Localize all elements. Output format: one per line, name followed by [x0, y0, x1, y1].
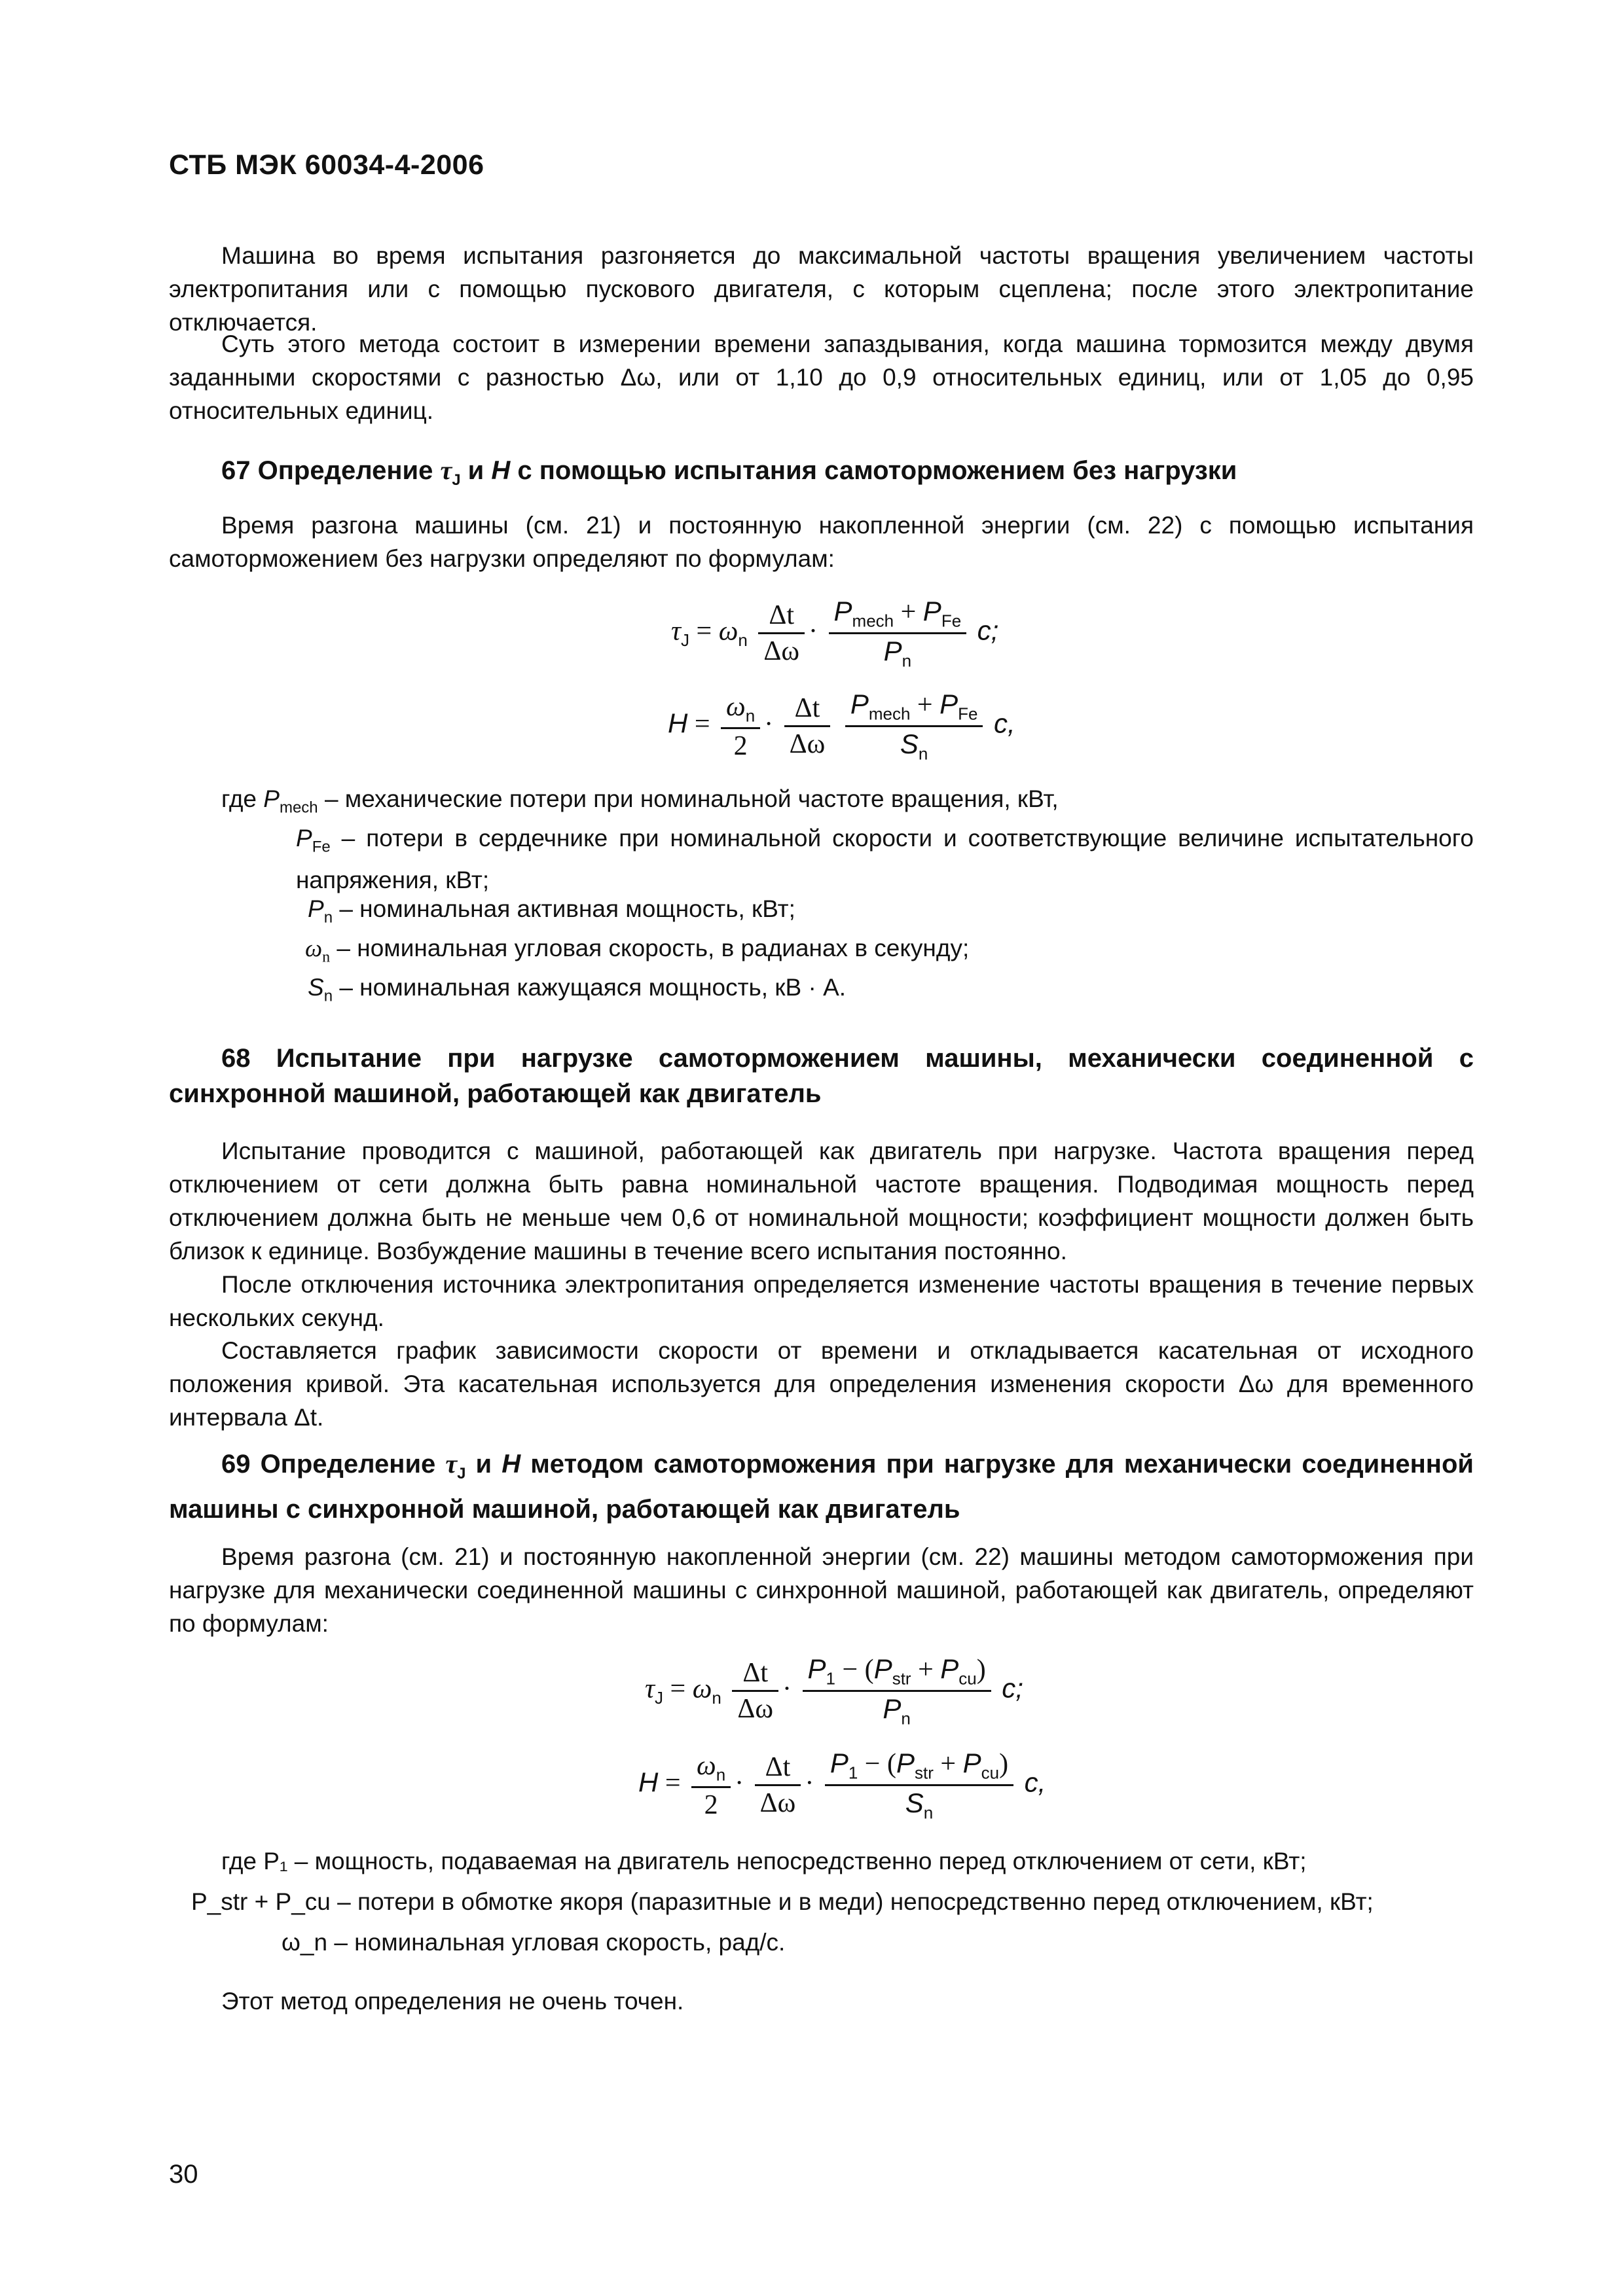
definition-p-fe: $P_{Fe}$ – потери в сердечнике при номинальной скорости и соответствующие величине испытательного напряжения, кВт;	[296, 825, 1474, 894]
definition-p-str-cu: P_str + P_cu – потери в обмотке якоря (паразитные и в меди) непосредственно перед отключением, кВт;	[191, 1888, 1374, 1915]
definition-p-mech: где $P_{mech}$ – механические потери при номинальной частоте вращения, кВт,	[221, 785, 1059, 817]
section-69-title	[169, 1446, 1474, 1527]
section-67-text: Время разгона машины (см. 21) и постоянную накопленной энергии (см. 22) с помощью испытания самоторможением без нагрузки определяют по формулам:	[169, 512, 1474, 572]
section-67-title-b: и	[460, 456, 492, 485]
formula-h-69: H = $\frac{\omega_n}{2}$ · $\frac{\Delta t}{\Delta\omega}$ · $\frac{P_1 - (P_{str} + P_{cu})}{S_n}$ c,	[638, 1748, 1046, 1823]
definition-s-n: $S_n$ – номинальная кажущаяся мощность, кВ · А.	[308, 974, 847, 1005]
definition-p1: где P₁ – мощность, подаваемая на двигатель непосредственно перед отключением от сети, кВт;	[221, 1848, 1307, 1874]
section-69-note: Этот метод определения не очень точен.	[221, 1988, 684, 2015]
section-68-paragraph-3: Составляется график зависимости скорости от времени и откладывается касательная от исходного положения кривой. Эта касательная используется для определения изменения скорости Δω для временного интервала Δt.	[169, 1337, 1474, 1431]
section-69-text: Время разгона (см. 21) и постоянную накопленной энергии (см. 22) машины методом самоторможения при нагрузке для механически соединенной машины с синхронной машиной, работающей как двигатель, определяют по формулам:	[169, 1543, 1474, 1637]
section-68-paragraph-2: После отключения источника электропитания определяется изменение частоты вращения в течение первых нескольких секунд.	[169, 1271, 1474, 1331]
section-67-title	[169, 453, 1474, 498]
section-68-paragraph-1: Испытание проводится с машиной, работающей как двигатель при нагрузке. Частота вращения перед отключением от сети должна быть равна номинальной частоте вращения. Подводимая мощность перед отключением должна быть не меньше чем 0,6 от номинальной мощности; коэффициент мощности должен быть близок к единице. Возбуждение машины в течение всего испытания постоянно.	[169, 1138, 1474, 1265]
intro-paragraph-2: Суть этого метода состоит в измерении времени запаздывания, когда машина тормозится между двумя заданными скоростями с разностью Δω, или от 1,10 до 0,9 относительных единиц, или от 1,05 до 0,95 относительных единиц.	[169, 331, 1474, 424]
tau-subscript: J	[457, 1465, 466, 1482]
h-symbol: H	[501, 1450, 521, 1479]
section-67-title-c: с помощью испытания самоторможением без нагрузки	[510, 456, 1237, 485]
tau-subscript: J	[452, 471, 461, 489]
formula-h-67: H = $\frac{\omega_n}{2}$ · $\frac{\Delta t}{\Delta\omega}$ $\frac{P_{mech} + P_{Fe}}{S_n}$ c,	[668, 689, 1015, 764]
document-header: СТБ МЭК 60034-4-2006	[169, 149, 484, 181]
section-69-title-b: и	[465, 1450, 502, 1479]
h-symbol: H	[491, 456, 511, 485]
definition-omega-n: $\omega_n$ – номинальная угловая скорость, в радианах в секунду;	[305, 935, 970, 966]
section-67-title-a: 67 Определение	[221, 456, 441, 485]
section-68-title: 68 Испытание при нагрузке самоторможением машины, механически соединенной с синхронной машиной, работающей как двигатель	[169, 1044, 1474, 1108]
section-69-title-a: 69 Определение	[221, 1450, 446, 1479]
page-number: 30	[169, 2160, 198, 2189]
formula-tau-67: $\tau_J = \omega_n$ $\frac{\Delta t}{\Delta\omega}$ · $\frac{P_{mech} + P_{Fe}}{P_n}$ c;	[671, 596, 999, 671]
section-69-title-c: методом самоторможения при нагрузке для механически соединенной машины с синхронной машиной, работающей как двигатель	[169, 1450, 1474, 1524]
intro-paragraph-1: Машина во время испытания разгоняется до максимальной частоты вращения увеличением частоты электропитания или с помощью пускового двигателя, с которым сцеплена; после этого электропитание отключается.	[169, 242, 1474, 336]
definition-p-n: $P_n$ – номинальная активная мощность, кВт;	[308, 895, 795, 927]
tau-symbol: τ	[445, 1449, 458, 1479]
formula-tau-69: $\tau_J = \omega_n$ $\frac{\Delta t}{\Delta\omega}$ · $\frac{P_1 - (P_{str} + P_{cu})}{P_n}$ c;	[645, 1653, 1023, 1729]
definition-omega-n-69: ω_n – номинальная угловая скорость, рад/с.	[282, 1929, 786, 1956]
tau-symbol: τ	[440, 456, 452, 485]
